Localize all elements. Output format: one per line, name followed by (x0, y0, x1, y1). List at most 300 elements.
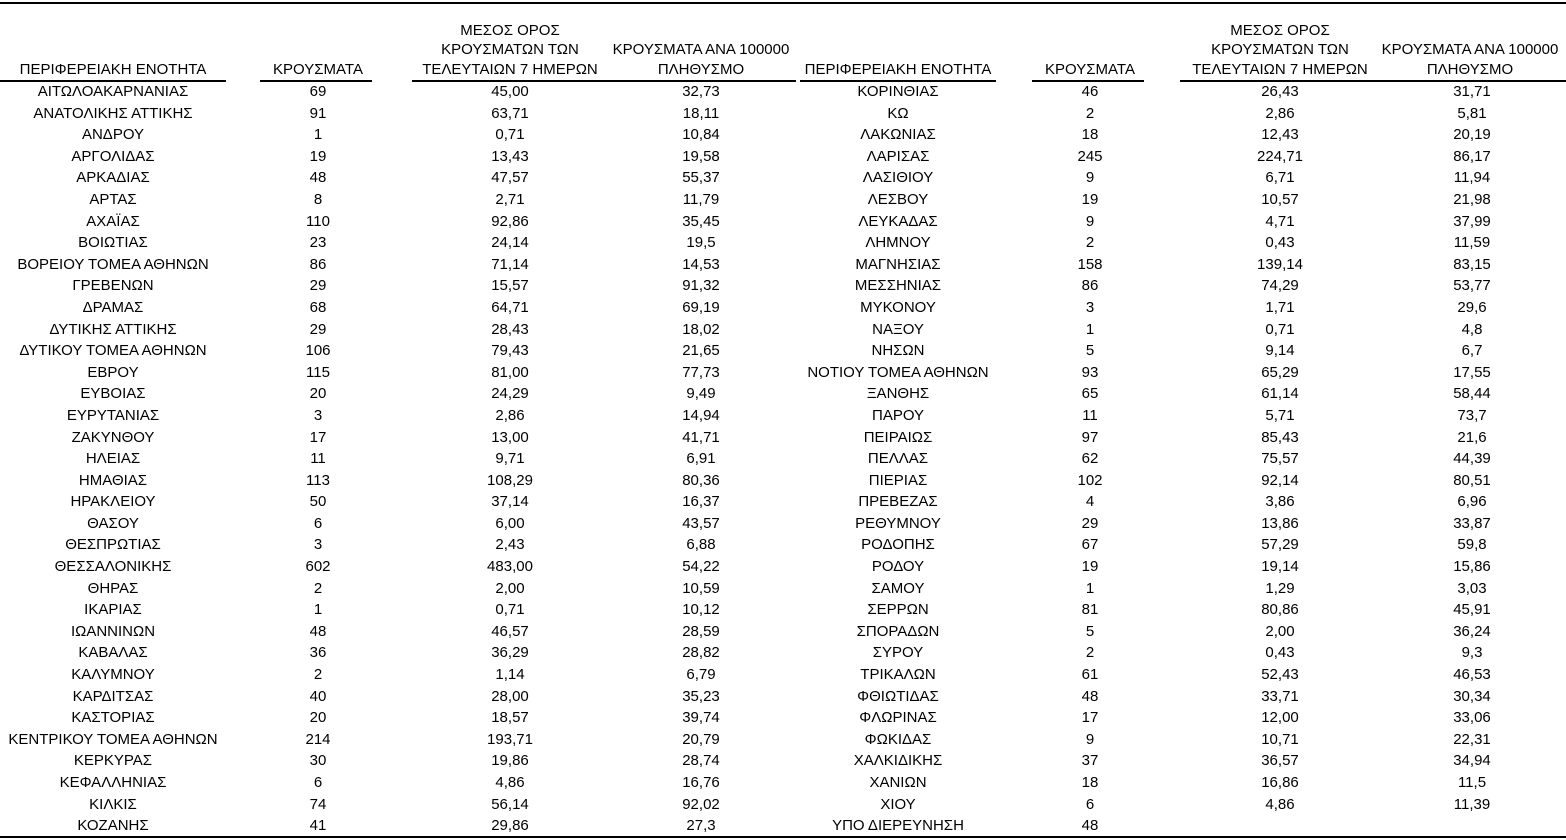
region-name: ΘΕΣΠΡΩΤΙΑΣ (65, 536, 161, 554)
per-100000-value: 11,39 (1453, 795, 1491, 813)
region-name: ΚΕΝΤΡΙΚΟΥ ΤΟΜΕΑ ΑΘΗΝΩΝ (8, 730, 218, 748)
per-100000-value: 32,73 (682, 83, 720, 100)
per-100000-value: 69,19 (682, 298, 720, 316)
table-row (0, 146, 1566, 168)
seven-day-average-value: 65,29 (1261, 363, 1299, 381)
seven-day-average-value: 15,57 (491, 277, 529, 295)
per-100000-value: 59,8 (1457, 536, 1487, 554)
per-100000-value: 35,45 (682, 212, 720, 230)
per-100000-value: 46,53 (1453, 666, 1491, 684)
table-row (0, 556, 1566, 578)
region-name: ΖΑΚΥΝΘΟΥ (71, 428, 155, 446)
per-100000-value: 80,36 (682, 471, 720, 489)
region-name: ΑΡΤΑΣ (89, 190, 137, 208)
cases-value: 36 (309, 644, 327, 662)
per-100000-value: 34,94 (1453, 752, 1491, 770)
top-border (0, 2, 1566, 4)
seven-day-average-value: 12,00 (1261, 709, 1299, 727)
region-name: ΛΑΚΩΝΙΑΣ (860, 126, 936, 144)
per-100000-value: 28,82 (682, 644, 720, 662)
per-100000-value: 19,58 (682, 147, 720, 165)
cases-value: 5 (1085, 342, 1095, 360)
table-row (0, 794, 1566, 816)
seven-day-average-value: 46,57 (491, 622, 529, 640)
cases-value: 6 (313, 514, 323, 532)
region-name: ΔΡΑΜΑΣ (82, 298, 144, 316)
region-name: ΡΟΔΟΠΗΣ (861, 536, 935, 554)
seven-day-average-value: 5,71 (1265, 406, 1295, 424)
table-row (0, 664, 1566, 686)
cases-value: 18 (1081, 126, 1099, 144)
header-region-right: ΠΕΡΙΦΕΡΕΙΑΚΗ ΕΝΟΤΗΤΑ (804, 60, 992, 78)
cases-value: 65 (1081, 385, 1099, 403)
table-row (0, 707, 1566, 729)
per-100000-value: 9,49 (686, 385, 716, 403)
seven-day-average-value: 108,29 (487, 471, 533, 489)
cases-value: 97 (1081, 428, 1099, 446)
seven-day-average-value: 13,86 (1261, 514, 1299, 532)
region-name: ΧΑΝΙΩΝ (869, 774, 927, 791)
region-name: ΕΥΡΥΤΑΝΙΑΣ (66, 406, 160, 424)
seven-day-average-value: 37,14 (491, 493, 529, 511)
seven-day-average-value: 1,71 (1265, 298, 1295, 316)
cases-value: 4 (1085, 493, 1095, 511)
cases-value: 6 (313, 774, 323, 791)
seven-day-average-value: 36,57 (1261, 752, 1299, 770)
per-100000-value: 19,5 (686, 234, 716, 252)
table-row (0, 189, 1566, 211)
seven-day-average-value: 18,57 (491, 709, 529, 727)
table-row (0, 772, 1566, 794)
cases-value: 9 (1085, 730, 1095, 748)
region-name: ΦΘΙΩΤΙΔΑΣ (857, 687, 939, 705)
cases-value: 2 (313, 666, 323, 684)
region-name: ΛΕΥΚΑΔΑΣ (858, 212, 938, 230)
seven-day-average-value: 2,86 (1265, 104, 1295, 122)
region-name: ΚΟΡΙΝΘΙΑΣ (857, 83, 939, 100)
header-average-right: ΜΕΣΟΣ ΟΡΟΣ ΚΡΟΥΣΜΑΤΩΝ ΤΩΝ ΤΕΛΕΥΤΑΙΩΝ 7 ΗΜΕΡΩΝ (1192, 21, 1368, 78)
cases-value: 19 (1081, 190, 1099, 208)
region-name: ΝΟΤΙΟΥ ΤΟΜΕΑ ΑΘΗΝΩΝ (807, 363, 989, 381)
table-row (0, 297, 1566, 319)
seven-day-average-value: 13,00 (491, 428, 529, 446)
region-name: ΠΙΕΡΙΑΣ (868, 471, 928, 489)
cases-value: 1 (313, 126, 323, 144)
per-100000-value: 11,59 (1453, 234, 1491, 252)
seven-day-average-value: 0,71 (495, 601, 525, 619)
region-name: ΑΝΑΤΟΛΙΚΗΣ ΑΤΤΙΚΗΣ (33, 104, 193, 122)
seven-day-average-value: 0,71 (495, 126, 525, 144)
cases-value: 69 (309, 83, 327, 100)
seven-day-average-value: 139,14 (1257, 255, 1303, 273)
per-100000-value: 80,51 (1453, 471, 1491, 489)
table-row (0, 534, 1566, 556)
table-row (0, 167, 1566, 189)
region-name: ΕΒΡΟΥ (87, 363, 139, 381)
per-100000-value: 6,96 (1457, 493, 1487, 511)
per-100000-value: 41,71 (682, 428, 720, 446)
cases-value: 86 (309, 255, 327, 273)
cases-value: 17 (1081, 709, 1099, 727)
per-100000-value: 35,23 (682, 687, 720, 705)
cases-value: 113 (306, 471, 330, 489)
seven-day-average-value: 0,71 (1265, 320, 1295, 338)
region-name: ΡΟΔΟΥ (871, 558, 925, 576)
seven-day-average-value: 1,14 (495, 666, 525, 684)
per-100000-value: 20,19 (1453, 126, 1491, 144)
table-row (0, 578, 1566, 600)
seven-day-average-value: 56,14 (491, 795, 529, 813)
per-100000-value: 14,53 (682, 255, 720, 273)
table-row (0, 621, 1566, 643)
region-name: ΚΑΡΔΙΤΣΑΣ (72, 687, 154, 705)
region-name: ΚΙΛΚΙΣ (89, 795, 137, 813)
region-name: ΚΩ (887, 104, 909, 122)
seven-day-average-value: 81,00 (491, 363, 529, 381)
table-row (0, 427, 1566, 449)
region-name: ΗΜΑΘΙΑΣ (78, 471, 148, 489)
table-row (0, 642, 1566, 664)
table-row (0, 211, 1566, 233)
table-row (0, 383, 1566, 405)
cases-value: 48 (1081, 817, 1099, 835)
seven-day-average-value: 57,29 (1261, 536, 1299, 554)
cases-value: 3 (1085, 298, 1095, 316)
seven-day-average-value: 28,43 (491, 320, 529, 338)
region-name: ΛΕΣΒΟΥ (867, 190, 929, 208)
seven-day-average-value: 193,71 (487, 730, 533, 748)
per-100000-value: 33,87 (1453, 514, 1491, 532)
region-name: ΔΥΤΙΚΗΣ ΑΤΤΙΚΗΣ (49, 320, 177, 338)
region-name: ΙΩΑΝΝΙΝΩΝ (70, 622, 156, 640)
per-100000-value: 58,44 (1453, 385, 1491, 403)
region-name: ΠΕΛΛΑΣ (867, 450, 929, 468)
cases-value: 115 (306, 363, 330, 381)
region-name: ΚΕΦΑΛΛΗΝΙΑΣ (59, 774, 167, 791)
cases-value: 8 (313, 190, 323, 208)
per-100000-value: 6,88 (686, 536, 716, 554)
seven-day-average-value: 33,71 (1261, 687, 1299, 705)
cases-value: 81 (1081, 601, 1099, 619)
region-name: ΡΕΘΥΜΝΟΥ (855, 514, 941, 532)
cases-value: 1 (1085, 320, 1095, 338)
region-name: ΛΗΜΝΟΥ (865, 234, 931, 252)
per-100000-value: 28,59 (682, 622, 720, 640)
region-name: ΞΑΝΘΗΣ (866, 385, 930, 403)
seven-day-average-value: 2,00 (1265, 622, 1295, 640)
region-name: ΜΑΓΝΗΣΙΑΣ (855, 255, 941, 273)
bottom-border (0, 836, 1566, 838)
cases-value: 158 (1077, 255, 1103, 273)
seven-day-average-value: 6,00 (495, 514, 525, 532)
cases-value: 2 (1085, 644, 1095, 662)
seven-day-average-value: 64,71 (491, 298, 529, 316)
seven-day-average-value: 6,71 (1265, 169, 1295, 187)
per-100000-value: 77,73 (682, 363, 720, 381)
cases-value: 1 (1085, 579, 1095, 597)
seven-day-average-value: 79,43 (491, 342, 529, 360)
seven-day-average-value: 61,14 (1261, 385, 1299, 403)
seven-day-average-value: 2,86 (495, 406, 525, 424)
per-100000-value: 6,91 (686, 450, 716, 468)
cases-value: 102 (1077, 471, 1103, 489)
per-100000-value: 91,32 (682, 277, 720, 295)
cases-value: 67 (1081, 536, 1099, 554)
table-row (0, 124, 1566, 146)
cases-value: 29 (309, 320, 327, 338)
region-name: ΒΟΡΕΙΟΥ ΤΟΜΕΑ ΑΘΗΝΩΝ (17, 255, 209, 273)
seven-day-average-value: 4,86 (1265, 795, 1295, 813)
seven-day-average-value: 71,14 (491, 255, 529, 273)
header-region-left: ΠΕΡΙΦΕΡΕΙΑΚΗ ΕΝΟΤΗΤΑ (19, 60, 207, 78)
seven-day-average-value: 28,00 (491, 687, 529, 705)
per-100000-value: 11,5 (1457, 774, 1487, 791)
per-100000-value: 4,8 (1461, 320, 1483, 338)
per-100000-value: 5,81 (1457, 104, 1487, 122)
cases-value: 74 (309, 795, 327, 813)
per-100000-value: 21,65 (682, 342, 720, 360)
per-100000-value: 43,57 (682, 514, 720, 532)
cases-value: 50 (309, 493, 327, 511)
per-100000-value: 10,59 (682, 579, 720, 597)
per-100000-value: 10,12 (682, 601, 720, 619)
per-100000-value: 27,3 (686, 817, 716, 835)
table-row (0, 319, 1566, 341)
region-name: ΗΡΑΚΛΕΙΟΥ (70, 493, 156, 511)
seven-day-average-value: 24,14 (491, 234, 529, 252)
cases-value: 245 (1077, 147, 1103, 165)
per-100000-value: 44,39 (1453, 450, 1491, 468)
header-per-capita-right: ΚΡΟΥΣΜΑΤΑ ΑΝΑ 100000 ΠΛΗΘΥΣΜΟ (1381, 41, 1559, 78)
table-row (0, 599, 1566, 621)
cases-value: 41 (309, 817, 327, 835)
per-100000-value: 16,37 (682, 493, 720, 511)
seven-day-average-value: 85,43 (1261, 428, 1299, 446)
per-100000-value: 45,91 (1453, 601, 1491, 619)
header-cases-right: ΚΡΟΥΣΜΑΤΑ (1045, 60, 1135, 78)
cases-value: 48 (1081, 687, 1099, 705)
seven-day-average-value: 1,29 (1265, 579, 1295, 597)
table-row (0, 362, 1566, 384)
per-100000-value: 6,7 (1461, 342, 1483, 360)
per-100000-value: 11,79 (682, 190, 720, 208)
seven-day-average-value: 12,43 (1261, 126, 1299, 144)
per-100000-value: 21,98 (1453, 190, 1491, 208)
cases-value: 9 (1085, 212, 1095, 230)
region-name: ΤΡΙΚΑΛΩΝ (860, 666, 936, 684)
region-name: ΘΕΣΣΑΛΟΝΙΚΗΣ (54, 558, 172, 576)
table-row (0, 513, 1566, 535)
per-100000-value: 28,74 (682, 752, 720, 770)
seven-day-average-value: 63,71 (491, 104, 529, 122)
cases-value: 93 (1081, 363, 1099, 381)
cases-value: 29 (309, 277, 327, 295)
cases-value: 3 (313, 536, 323, 554)
region-name: ΝΗΣΩΝ (871, 342, 925, 360)
cases-value: 61 (1081, 666, 1099, 684)
region-name: ΚΕΡΚΥΡΑΣ (73, 752, 153, 770)
table-row (0, 81, 1566, 103)
cases-value: 106 (305, 342, 331, 360)
region-name: ΠΕΙΡΑΙΩΣ (863, 428, 933, 446)
region-name: ΠΑΡΟΥ (871, 406, 925, 424)
cases-value: 18 (1081, 774, 1099, 791)
cases-value: 19 (1081, 558, 1099, 576)
cases-value: 30 (309, 752, 327, 770)
region-name: ΙΚΑΡΙΑΣ (84, 601, 142, 619)
region-name: ΘΑΣΟΥ (87, 514, 139, 532)
seven-day-average-value: 52,43 (1261, 666, 1299, 684)
seven-day-average-value: 47,57 (491, 169, 529, 187)
per-100000-value: 73,7 (1457, 406, 1487, 424)
per-100000-value: 36,24 (1453, 622, 1491, 640)
per-100000-value: 9,3 (1461, 644, 1483, 662)
region-name: ΘΗΡΑΣ (87, 579, 139, 597)
header-average-left: ΜΕΣΟΣ ΟΡΟΣ ΚΡΟΥΣΜΑΤΩΝ ΤΩΝ ΤΕΛΕΥΤΑΙΩΝ 7 ΗΜΕΡΩΝ (422, 21, 598, 78)
region-name: ΑΡΓΟΛΙΔΑΣ (71, 147, 155, 165)
table-row (0, 448, 1566, 470)
seven-day-average-value: 80,86 (1261, 601, 1299, 619)
region-name: ΧΙΟΥ (880, 795, 916, 813)
table-row (0, 340, 1566, 362)
per-100000-value: 17,55 (1453, 363, 1491, 381)
region-name: ΑΡΚΑΔΙΑΣ (76, 169, 150, 187)
cases-value: 110 (306, 212, 330, 230)
cases-value: 3 (313, 406, 323, 424)
seven-day-average-value: 36,29 (491, 644, 529, 662)
region-name: ΒΟΙΩΤΙΑΣ (78, 234, 148, 252)
per-100000-value: 55,37 (682, 169, 720, 187)
cases-value: 602 (305, 558, 331, 576)
region-name: ΛΑΡΙΣΑΣ (866, 147, 930, 165)
cases-value: 91 (309, 104, 327, 122)
seven-day-average-value: 0,43 (1265, 234, 1295, 252)
cases-value: 6 (1085, 795, 1095, 813)
seven-day-average-value: 483,00 (487, 558, 533, 576)
seven-day-average-value: 19,14 (1261, 558, 1299, 576)
seven-day-average-value: 13,43 (491, 147, 529, 165)
seven-day-average-value: 0,43 (1265, 644, 1295, 662)
per-100000-value: 15,86 (1453, 558, 1491, 576)
region-name: ΚΑΣΤΟΡΙΑΣ (71, 709, 155, 727)
region-name: ΦΛΩΡΙΝΑΣ (859, 709, 937, 727)
per-100000-value: 33,06 (1453, 709, 1491, 727)
region-name: ΚΑΛΥΜΝΟΥ (71, 666, 155, 684)
region-name: ΜΕΣΣΗΝΙΑΣ (854, 277, 942, 295)
table-row (0, 103, 1566, 125)
per-100000-value: 10,84 (682, 126, 720, 144)
table-row (0, 729, 1566, 751)
table-row (0, 405, 1566, 427)
seven-day-average-value: 3,86 (1265, 493, 1295, 511)
seven-day-average-value: 19,86 (491, 752, 529, 770)
seven-day-average-value: 2,71 (495, 190, 525, 208)
cases-value: 19 (309, 147, 327, 165)
seven-day-average-value: 74,29 (1261, 277, 1299, 295)
region-name: ΣΠΟΡΑΔΩΝ (856, 622, 940, 640)
per-100000-value: 6,79 (686, 666, 716, 684)
per-100000-value: 3,03 (1457, 579, 1487, 597)
seven-day-average-value: 24,29 (491, 385, 529, 403)
cases-value: 214 (305, 730, 331, 748)
per-100000-value: 83,15 (1453, 255, 1491, 273)
table-body (0, 81, 1566, 837)
per-100000-value: 16,76 (682, 774, 720, 791)
per-100000-value: 20,79 (682, 730, 720, 748)
cases-value: 20 (309, 709, 327, 727)
seven-day-average-value: 92,14 (1261, 471, 1299, 489)
header-cases-left: ΚΡΟΥΣΜΑΤΑ (273, 60, 363, 78)
seven-day-average-value: 16,86 (1261, 774, 1299, 791)
region-name: ΑΧΑΪΑΣ (86, 212, 140, 230)
per-100000-value: 30,34 (1453, 687, 1491, 705)
region-name: ΝΑΞΟΥ (872, 320, 924, 338)
region-name: ΕΥΒΟΙΑΣ (80, 385, 146, 403)
region-name: ΓΡΕΒΕΝΩΝ (72, 277, 154, 295)
table-row (0, 686, 1566, 708)
table-row (0, 815, 1566, 837)
seven-day-average-value: 2,43 (495, 536, 525, 554)
region-name: ΠΡΕΒΕΖΑΣ (858, 493, 938, 511)
table-row (0, 491, 1566, 513)
per-100000-value: 21,6 (1457, 428, 1487, 446)
region-name: ΔΥΤΙΚΟΥ ΤΟΜΕΑ ΑΘΗΝΩΝ (19, 342, 207, 360)
header-per-capita-left: ΚΡΟΥΣΜΑΤΑ ΑΝΑ 100000 ΠΛΗΘΥΣΜΟ (612, 41, 790, 78)
seven-day-average-value: 9,14 (1265, 342, 1295, 360)
cases-value: 11 (310, 450, 326, 468)
cases-value: 17 (309, 428, 327, 446)
table-row (0, 254, 1566, 276)
cases-value: 48 (309, 622, 327, 640)
seven-day-average-value: 10,57 (1261, 190, 1299, 208)
cases-value: 20 (309, 385, 327, 403)
seven-day-average-value: 224,71 (1257, 147, 1303, 165)
cases-value: 37 (1081, 752, 1099, 770)
cases-value: 23 (309, 234, 327, 252)
cases-value: 46 (1081, 83, 1099, 100)
per-100000-value: 18,02 (682, 320, 720, 338)
cases-value: 40 (309, 687, 327, 705)
region-name: ΑΙΤΩΛΟΑΚΑΡΝΑΝΙΑΣ (37, 83, 189, 100)
per-100000-value: 18,11 (682, 104, 720, 122)
per-100000-value: 37,99 (1453, 212, 1491, 230)
per-100000-value: 11,94 (1453, 169, 1491, 187)
per-100000-value: 86,17 (1453, 147, 1491, 165)
region-name: ΣΕΡΡΩΝ (867, 601, 929, 619)
region-name: ΗΛΕΙΑΣ (85, 450, 141, 468)
cases-value: 11 (1082, 406, 1098, 424)
per-100000-value: 31,71 (1453, 83, 1491, 100)
region-name: ΑΝΔΡΟΥ (81, 126, 145, 144)
region-name: ΛΑΣΙΘΙΟΥ (862, 169, 934, 187)
region-name: ΜΥΚΟΝΟΥ (860, 298, 936, 316)
seven-day-average-value: 2,00 (495, 579, 525, 597)
cases-value: 5 (1085, 622, 1095, 640)
cases-value: 68 (309, 298, 327, 316)
table-row (0, 750, 1566, 772)
per-100000-value: 29,6 (1457, 298, 1487, 316)
cases-value: 86 (1081, 277, 1099, 295)
cases-value: 2 (1085, 234, 1095, 252)
table-row (0, 275, 1566, 297)
per-100000-value: 39,74 (682, 709, 720, 727)
seven-day-average-value: 4,71 (1265, 212, 1295, 230)
cases-value: 2 (1085, 104, 1095, 122)
per-100000-value: 54,22 (682, 558, 720, 576)
seven-day-average-value: 4,86 (495, 774, 525, 791)
seven-day-average-value: 10,71 (1261, 730, 1299, 748)
region-name: ΦΩΚΙΔΑΣ (864, 730, 932, 748)
